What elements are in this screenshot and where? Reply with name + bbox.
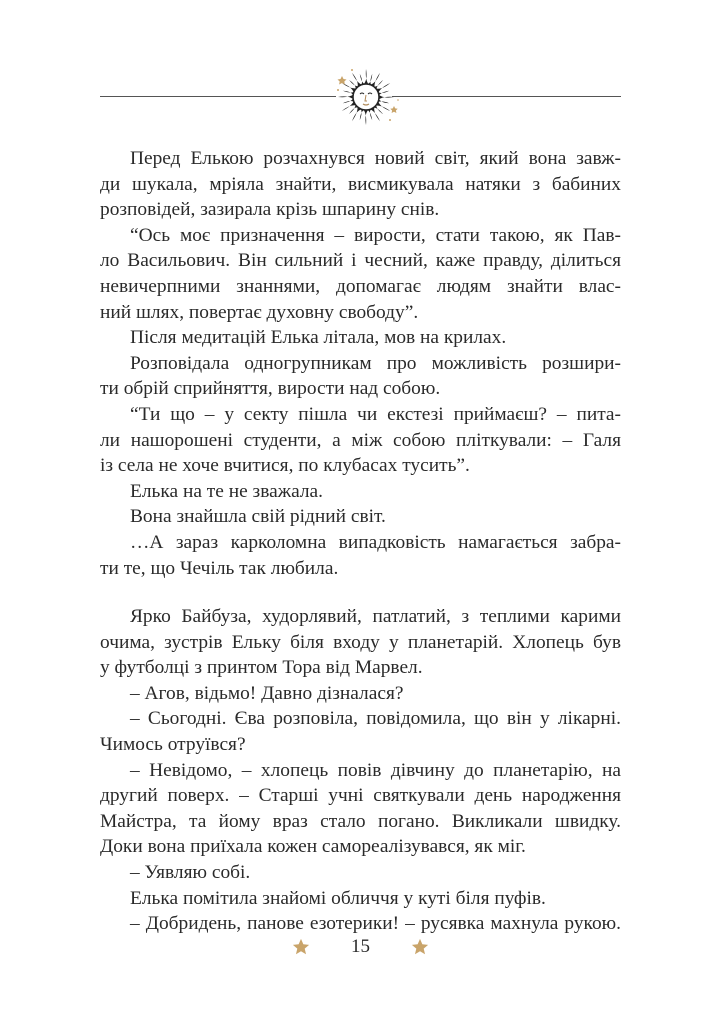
text-line: ти обрій сприйняття, вирости над собою. [100, 378, 441, 400]
text-line: Елька помітила знайомі обличчя у куті біля пуфів. [130, 887, 546, 909]
page-number: 15 [351, 935, 370, 957]
text-line: ний шлях, повертає духовну свободу”. [100, 301, 419, 323]
section-break [100, 581, 621, 604]
body-text [100, 146, 621, 937]
text-line: “Ось моє призначення – вирости, стати такою, як Пав- [130, 224, 621, 246]
text-line: у футболці з принтом Тора від Марвел. [100, 657, 423, 679]
text-line: Перед Елькою розчахнувся новий світ, який вона завж- [130, 148, 621, 169]
text-line: ли нашорошені студенти, а між собою пліткували: – Галя [100, 429, 621, 451]
text-line: другий поверх. – Старші учні святкували день народження [100, 785, 621, 807]
sun-ornament-icon [330, 66, 402, 128]
text-line: Ярко Байбуза, худорлявий, патлатий, з теплими карими [130, 606, 621, 628]
text-line: …А зараз карколомна випадковість намагається забра- [130, 531, 621, 553]
text-line: – Невідомо, – хлопець повів дівчину до планетарію, на [130, 759, 621, 781]
text-line: ди шукала, мріяла знайти, висмикувала натяки з бабиних [100, 173, 621, 195]
text-line: із села не хоче вчитися, по клубасах тусить”. [100, 455, 470, 477]
text-line: ти те, що Чечіль так любила. [100, 557, 339, 579]
page-footer [0, 935, 721, 958]
text-line: Після медитацій Елька літала, мов на крилах. [130, 327, 507, 349]
star-right-icon [411, 938, 429, 956]
text-line: – Уявляю собі. [130, 862, 251, 884]
text-line: очима, зустрів Ельку біля входу у планетарій. Хлопець був [100, 631, 621, 653]
text-line: “Ти що – у секту пішла чи екстезі приймаєш? – пита- [130, 403, 621, 425]
text-line: розповідей, зазирала крізь шпарину снів. [100, 199, 440, 221]
text-line: Майстра, та йому враз стало погано. Викликали швидку. [100, 810, 621, 832]
text-line: Вона знайшла свій рідний світ. [130, 506, 386, 528]
star-left-icon [292, 938, 310, 956]
text-line: – Агов, відьмо! Давно дізналася? [130, 682, 404, 704]
header-rule-right [392, 96, 621, 97]
text-line: – Добридень, панове езотерики! – русявка махнула рукою. [130, 913, 621, 935]
text-line: ло Васильович. Він сильний і чесний, каже правду, ділиться [100, 250, 621, 272]
text-line: невичерпними знаннями, допомагає людям знайти влас- [100, 275, 621, 297]
text-line: Доки вона приїхала кожен самореалізувався, як міг. [100, 836, 526, 858]
text-line: Розповідала одногрупникам про можливість розшири- [130, 352, 621, 374]
text-line: – Сьогодні. Єва розповіла, повідомила, що він у лікарні. [130, 708, 621, 730]
text-line: Елька на те не зважала. [130, 480, 324, 502]
text-line: Чимось отруївся? [100, 734, 246, 756]
header-rule-left [100, 96, 336, 97]
